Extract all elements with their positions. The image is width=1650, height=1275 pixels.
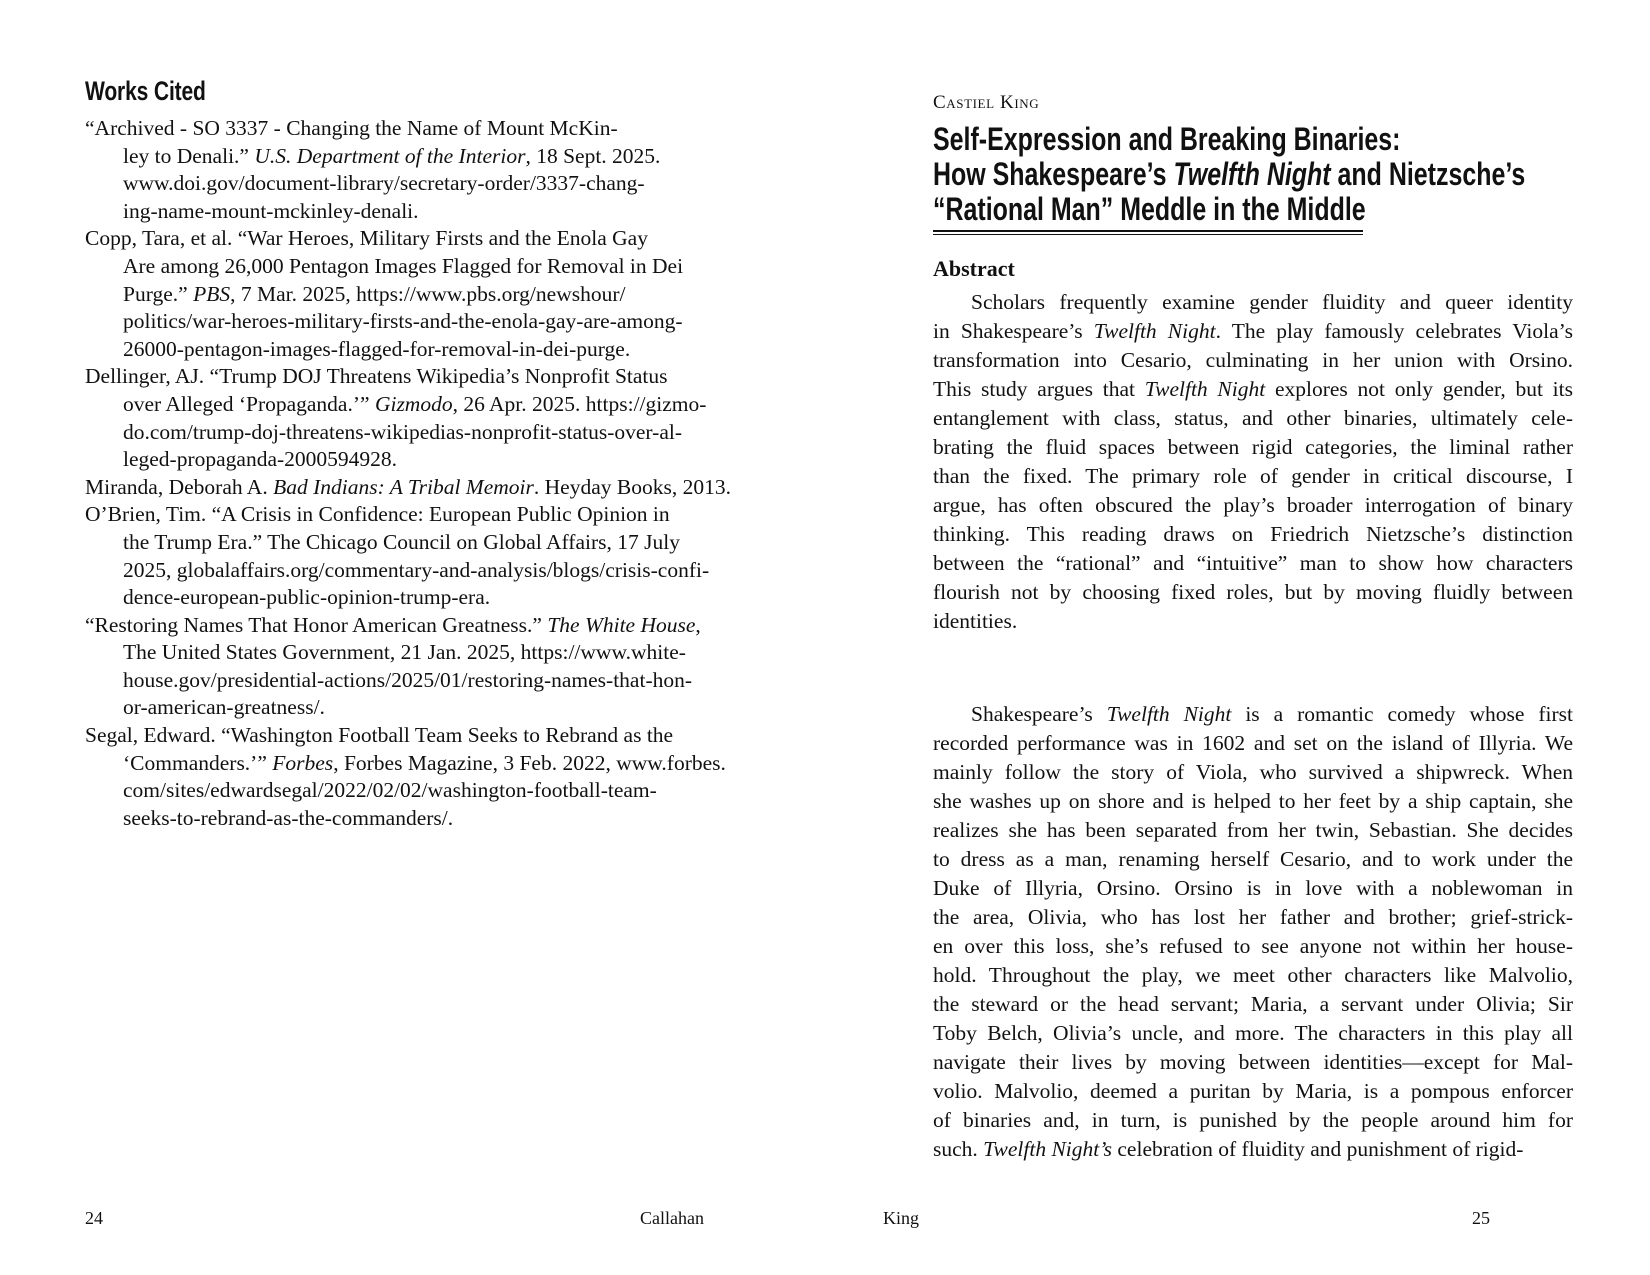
paragraph-line: entanglement with class, status, and other binaries, ultimately cele- [933,406,1573,430]
paragraph-line: brating the fluid spaces between rigid categories, the liminal rather [933,435,1573,459]
article-title [933,122,1525,227]
title-line: Self-Expression and Breaking Binaries: [933,121,1401,157]
running-head-right: King [883,1208,919,1228]
paragraph-line: Shakespeare’s Twelfth Night is a romantic comedy whose first [971,702,1573,726]
citation-line: do.com/trump-doj-threatens-wikipedias-nonprofit-status-over-al- [123,419,682,444]
paragraph-line: such. Twelfth Night’s celebration of fluidity and punishment of rigid- [933,1137,1524,1161]
citation-entry [85,722,725,832]
citation-line: “Archived - SO 3337 - Changing the Name of Mount McKin- [85,116,618,140]
citation-entry [85,612,725,722]
paragraph-line: between the “rational” and “intuitive” man to show how characters [933,551,1573,575]
paragraph-line: the steward or the head servant; Maria, a servant under Olivia; Sir [933,992,1573,1016]
citation-entry [85,501,725,611]
citation-line: seeks-to-rebrand-as-the-commanders/. [123,805,454,830]
paragraph-line: than the fixed. The primary role of gender in critical discourse, I [933,464,1573,488]
citation-line: the Trump Era.” The Chicago Council on Global Affairs, 17 July [123,529,680,554]
paragraph-line: hold. Throughout the play, we meet other characters like Malvolio, [933,963,1573,987]
citation-line: The United States Government, 21 Jan. 2025, https://www.white- [123,640,686,665]
paragraph-line: flourish not by choosing fixed roles, but by moving fluidly between [933,580,1573,604]
citation-line: “Restoring Names That Honor American Greatness.” The White House, [85,612,701,637]
abstract-paragraph [933,288,1573,636]
paragraph-line: Duke of Illyria, Orsino. Orsino is in love with a noblewoman in [933,876,1573,900]
paragraph-line: Toby Belch, Olivia’s uncle, and more. The characters in this play all [933,1021,1573,1045]
paragraph-line: Scholars frequently examine gender fluidity and queer identity [971,290,1573,314]
paragraph-line: navigate their lives by moving between identities—except for Mal- [933,1050,1573,1074]
citation-line: politics/war-heroes-military-firsts-and-the-enola-gay-are-among- [123,309,683,334]
citation-line: leged-propaganda-2000594928. [123,447,398,472]
paragraph-line: mainly follow the story of Viola, who survived a shipwreck. When [933,760,1573,784]
citation-line: Are among 26,000 Pentagon Images Flagged for Removal in Dei [123,253,684,278]
paragraph-line: identities. [933,609,1018,633]
body-paragraph [933,700,1573,1164]
citation-line: O’Brien, Tim. “A Crisis in Confidence: European Public Opinion in [85,502,670,527]
paragraph-line: recorded performance was in 1602 and set on the island of Illyria. We [933,731,1573,755]
works-cited-heading: Works Cited [85,76,206,106]
paragraph-line: en over this loss, she’s refused to see anyone not within her house- [933,934,1573,958]
citation-line: Dellinger, AJ. “Trump DOJ Threatens Wikipedia’s Nonprofit Status [85,364,668,389]
citation-line: dence-european-public-opinion-trump-era. [123,585,491,610]
citation-line: com/sites/edwardsegal/2022/02/02/washington-football-team- [123,778,657,803]
title-line: How Shakespeare’s Twelfth Night and Nietzsche’s [933,156,1526,192]
paragraph-line: This study argues that Twelfth Night explores not only gender, but its [933,377,1573,401]
paragraph-line: to dress as a man, renaming herself Cesario, and to work under the [933,847,1573,871]
citation-entry [85,474,731,502]
citation-line: 2025, globalaffairs.org/commentary-and-analysis/blogs/crisis-confi- [123,557,710,582]
paragraph-line: in Shakespeare’s Twelfth Night. The play famously celebrates Viola’s [933,319,1574,343]
citation-line: Miranda, Deborah A. Bad Indians: A Tribal Memoir. Heyday Books, 2013. [85,474,731,499]
citation-line: house.gov/presidential-actions/2025/01/restoring-names-that-hon- [123,667,693,692]
paragraph-line: thinking. This reading draws on Friedrich Nietzsche’s distinction [933,522,1573,546]
paragraph-line: realizes she has been separated from her twin, Sebastian. She decides [933,818,1573,842]
right-page [825,0,1650,1275]
citation-line: Copp, Tara, et al. “War Heroes, Military Firsts and the Enola Gay [85,226,648,251]
paragraph-line: she washes up on shore and is helped to her feet by a ship captain, she [933,789,1573,813]
citation-line: www.doi.gov/document-library/secretary-order/3337-chang- [123,171,645,196]
citation-line: ley to Denali.” U.S. Department of the Interior, 18 Sept. 2025. [123,143,661,168]
paragraph-line: argue, has often obscured the play’s broader interrogation of binary [933,493,1573,517]
title-line: “Rational Man” Meddle in the Middle [933,191,1366,227]
paragraph-line: transformation into Cesario, culminating in her union with Orsino. [933,348,1573,372]
page-number-right: 25 [1472,1208,1490,1228]
citation-entry [85,115,725,225]
citation-entry [85,225,725,363]
running-head-left: Callahan [640,1208,704,1228]
page-number-left: 24 [85,1208,103,1228]
citation-line: ing-name-mount-mckinley-denali. [123,198,419,223]
citation-line: or-american-greatness/. [123,695,325,720]
paragraph-line: volio. Malvolio, deemed a puritan by Maria, is a pompous enforcer [933,1079,1573,1103]
title-underline-rule [933,230,1363,235]
citation-line: ‘Commanders.’” Forbes, Forbes Magazine, 3 Feb. 2022, www.forbes. [123,750,726,775]
paragraph-line: the area, Olivia, who has lost her father and brother; grief-strick- [933,905,1573,929]
citation-entry [85,363,725,473]
citation-line: Segal, Edward. “Washington Football Team Seeks to Rebrand as the [85,723,674,748]
paragraph-line: of binaries and, in turn, is punished by the people around him for [933,1108,1573,1132]
abstract-heading: Abstract [933,256,1015,281]
citation-list [85,115,731,832]
citation-line: over Alleged ‘Propaganda.’” Gizmodo, 26 Apr. 2025. https://gizmo- [123,391,707,416]
citation-line: Purge.” PBS, 7 Mar. 2025, https://www.pbs.org/newshour/ [123,281,626,306]
article-author: Castiel King [933,92,1040,113]
citation-line: 26000-pentagon-images-flagged-for-removal-in-dei-purge. [123,336,631,361]
